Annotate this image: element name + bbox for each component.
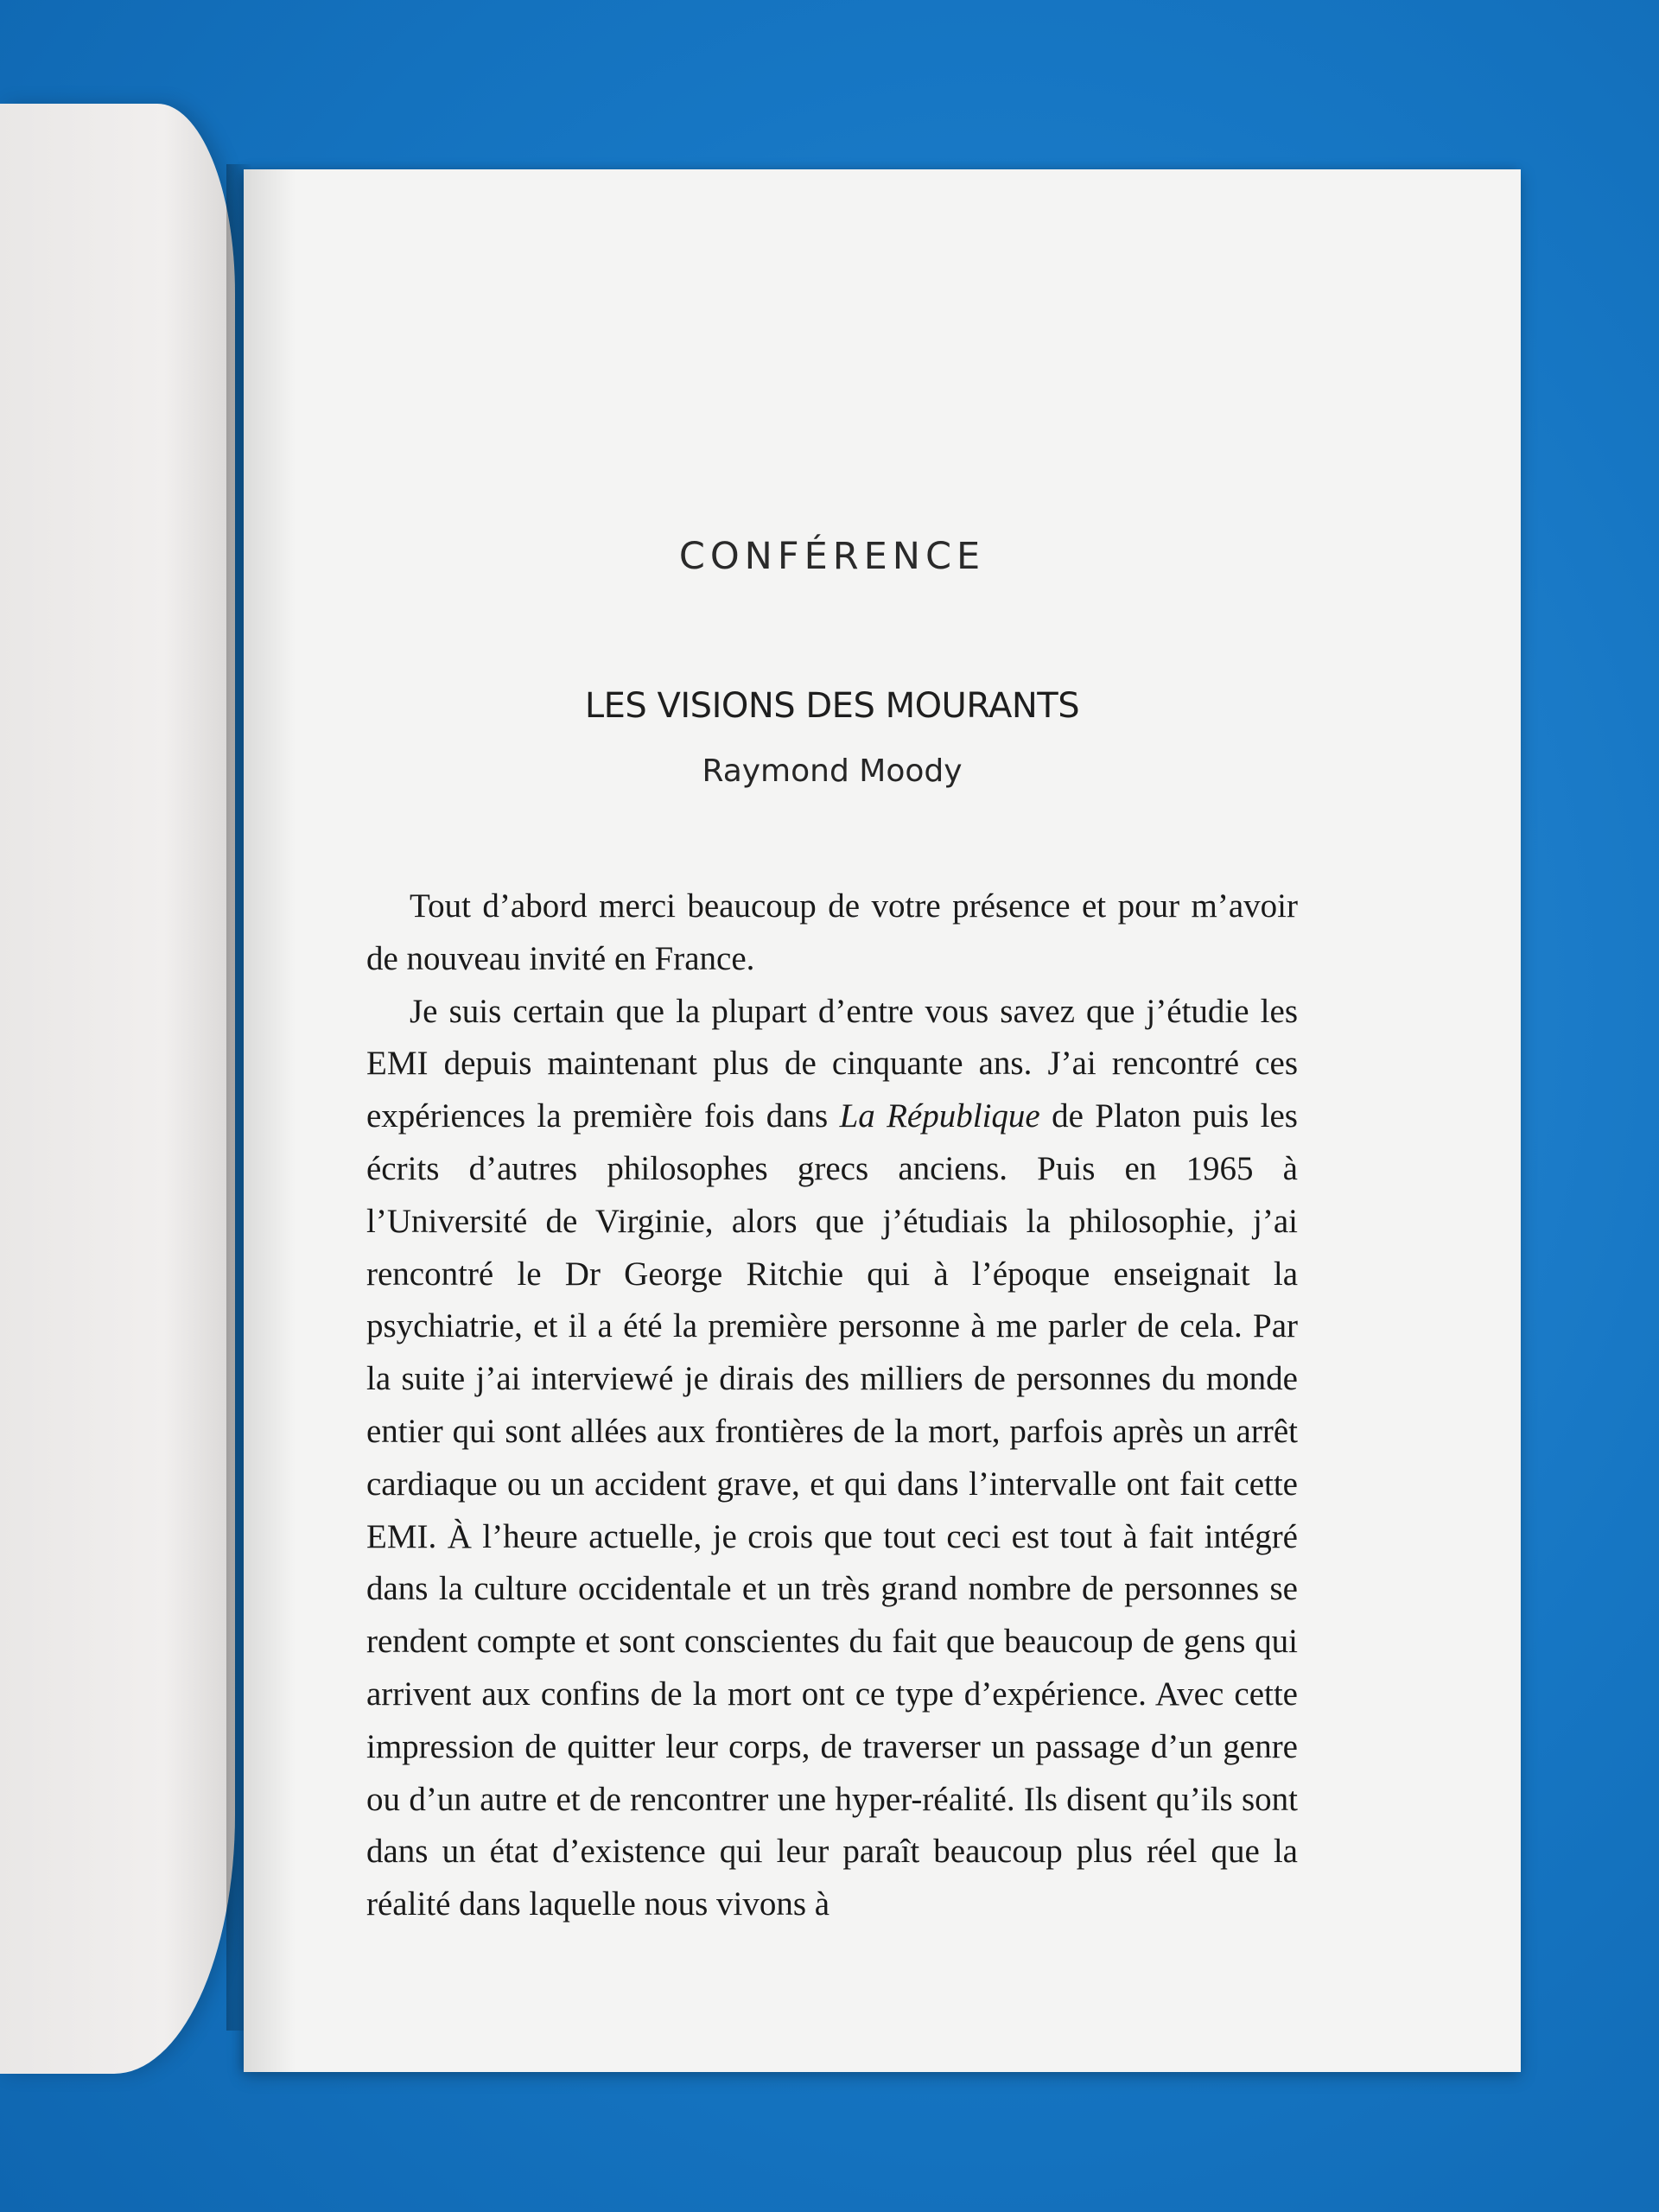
paragraph-1: Tout d’abord merci beaucoup de votre présence et pour m’avoir de nouveau invité en France. [366,887,1298,977]
facing-page-left [0,104,235,2074]
paragraph-2-part-1: Je suis certain que la plupart d’entre vous savez que j’étudie les EMI depuis maintenant plus de cinquante ans. J’ai rencontré ces expériences la première fois dans [366,992,1298,1135]
chapter-author: Raymond Moody [702,753,963,789]
body-text [366,880,1298,1931]
paragraph-2 [366,986,1298,1931]
paragraph-2-part-2: de Platon puis les écrits d’autres philosophes grecs anciens. Puis en 1965 à l’Université de Virginie, alors que j’étudiais la philosophie, j’ai rencontré le Dr George Ritchie qui à l’époque enseignait la psychiatrie, et il a été la première personne à me parler de cela. Par la suite j’ai interviewé je dirais des milliers de personnes du monde entier qui sont allées aux frontières de la mort, parfois après un arrêt cardiaque ou un accident grave, et qui dans l’intervalle ont fait cette EMI. À l’heure actuelle, je crois que tout ceci est tout à fait intégré dans la culture occidentale et un très grand nombre de personnes se rendent compte et sont conscientes du fait que beaucoup de gens qui arrivent aux confins de la mort ont ce type d’expérience. Avec cette impression de quitter leur corps, de traverser un passage d’un genre ou d’un autre et de rencontrer une hyper-réalité. Ils disent qu’ils sont dans un état d’existence qui leur paraît beaucoup plus réel que la réalité dans laquelle nous vivons à [366,1097,1298,1923]
book-title-reference: La République [839,1097,1040,1135]
chapter-title: LES VISIONS DES MOURANTS [584,686,1080,726]
book-page-right [244,169,1521,2072]
section-label: CONFÉRENCE [678,535,986,578]
